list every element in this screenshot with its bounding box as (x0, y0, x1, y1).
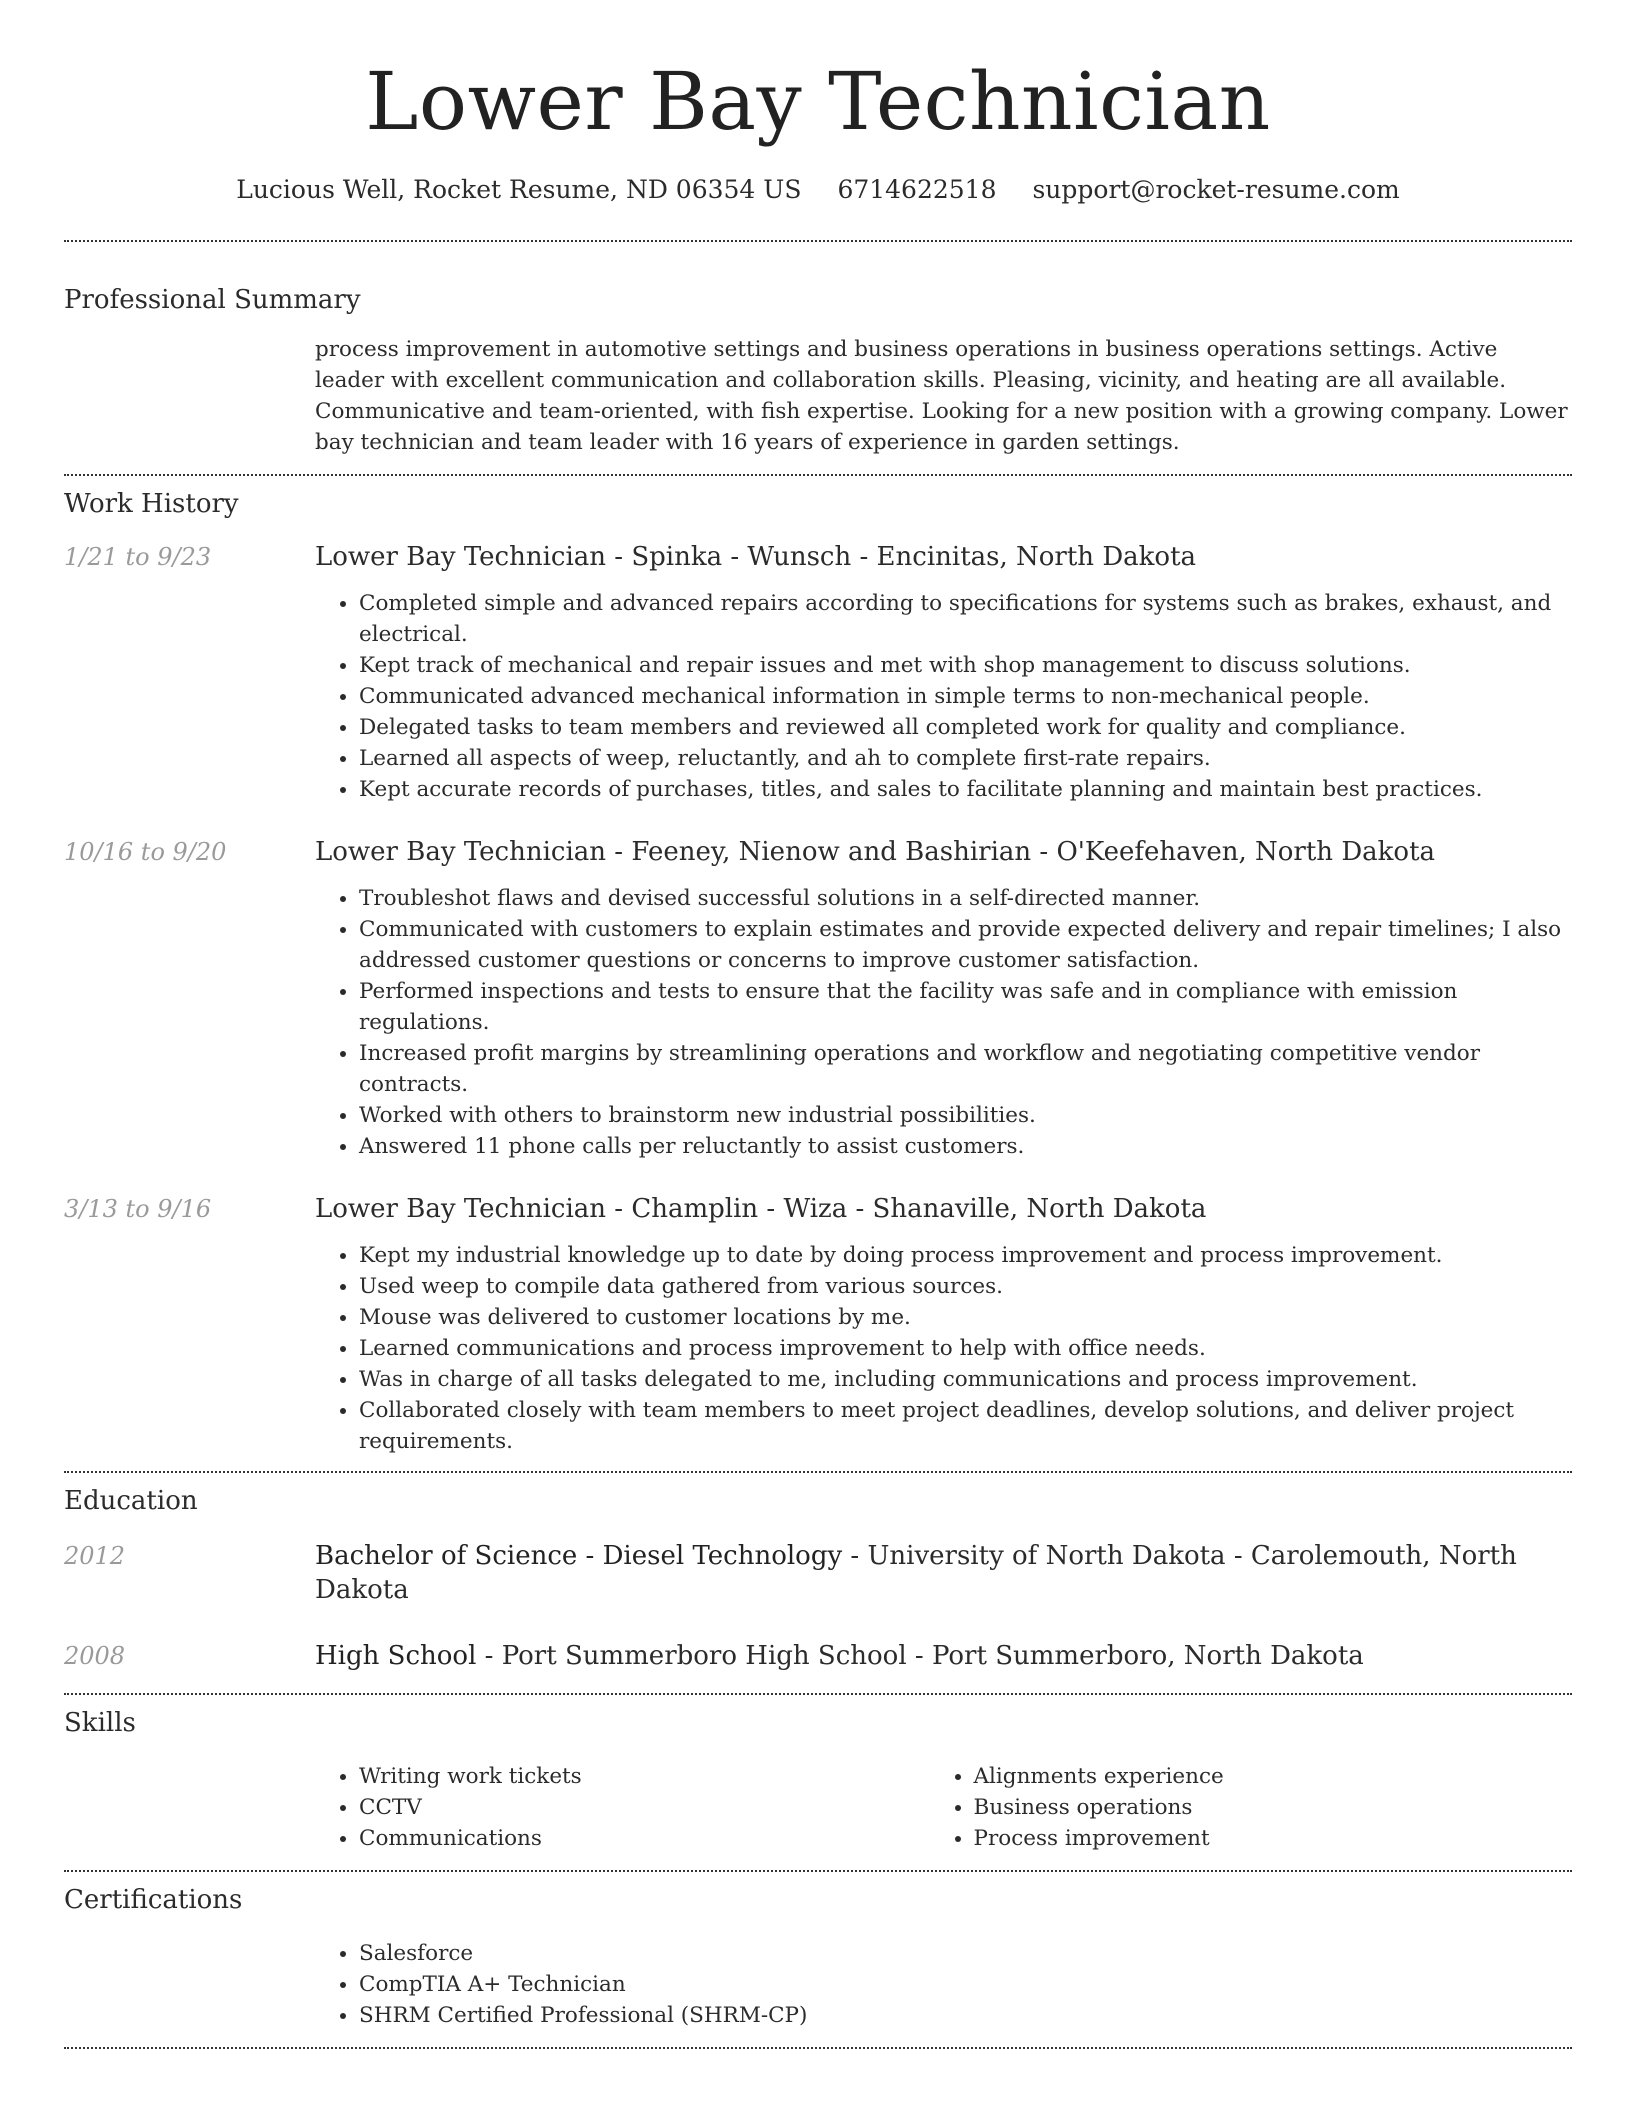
certifications-list (315, 1938, 1572, 2031)
job-bullets (315, 1240, 1572, 1457)
list-item: • Business operations (974, 1792, 1572, 1823)
list-item: • Communicated advanced mechanical information in simple terms to non-mechanical people. (359, 681, 1572, 712)
job-details (315, 1192, 1572, 1457)
list-item: • Writing work tickets (359, 1761, 930, 1792)
list-item: • Process improvement (974, 1823, 1572, 1854)
list-item: • Worked with others to brainstorm new industrial possibilities. (359, 1100, 1572, 1131)
divider (64, 474, 1572, 476)
list-item: • Troubleshot flaws and devised successful solutions in a self-directed manner. (359, 883, 1572, 914)
job-dates: 10/16 to 9/20 (64, 838, 227, 866)
list-item: • Mouse was delivered to customer locations by me. (359, 1302, 1572, 1333)
list-item: • CCTV (359, 1792, 930, 1823)
education-year: 2008 (64, 1642, 126, 1670)
education-degree: Bachelor of Science - Diesel Technology (315, 1541, 843, 1571)
list-item: • CompTIA A+ Technician (359, 1969, 1259, 2000)
list-item: • Delegated tasks to team members and reviewed all completed work for quality and compliance. (359, 712, 1572, 743)
job-bullets (315, 883, 1572, 1162)
certifications-section-title: Certifications (64, 1885, 243, 1915)
education-details (315, 1539, 1572, 1607)
job-heading: Lower Bay Technician - Champlin - Wiza - Shanaville, North Dakota (315, 1194, 1207, 1224)
education-degree: High School (315, 1641, 477, 1671)
job-dates: 3/13 to 9/16 (64, 1195, 212, 1223)
divider (64, 1870, 1572, 1872)
list-item: • Kept track of mechanical and repair issues and met with shop management to discuss solutions. (359, 650, 1572, 681)
work-section-title: Work History (64, 489, 239, 519)
skills-column-2 (930, 1761, 1572, 1854)
job-entry (64, 835, 1572, 1162)
education-details (315, 1639, 1572, 1673)
resume-page (64, 0, 1572, 2049)
job-bullets (315, 588, 1572, 805)
divider (64, 1693, 1572, 1695)
list-item: • Salesforce (359, 1938, 1259, 1969)
list-item: • Communications (359, 1823, 930, 1854)
education-section-title: Education (64, 1486, 198, 1516)
list-item: • Learned communications and process improvement to help with office needs. (359, 1333, 1572, 1364)
list-item: • Used weep to compile data gathered from various sources. (359, 1271, 1572, 1302)
job-details (315, 835, 1572, 1162)
job-heading: Lower Bay Technician - Feeney, Nienow and Bashirian - O'Keefehaven, North Dakota (315, 837, 1436, 867)
contact-email: support@rocket-resume.com (1032, 175, 1400, 204)
education-school: - Port Summerboro High School - Port Summerboro, North Dakota (476, 1641, 1364, 1671)
education-school: - University of North Dakota - Carolemouth, North Dakota (315, 1541, 1517, 1605)
job-heading: Lower Bay Technician - Spinka - Wunsch - Encinitas, North Dakota (315, 542, 1197, 572)
certifications-column (315, 1938, 1259, 2031)
divider (64, 1471, 1572, 1473)
list-item: • Kept accurate records of purchases, titles, and sales to facilitate planning and maintain best practices. (359, 774, 1572, 805)
resume-title: Lower Bay Technician (365, 55, 1271, 148)
summary-section-title: Professional Summary (64, 285, 361, 315)
list-item: • Communicated with customers to explain estimates and provide expected delivery and repair timelines; I also addressed customer questions or concerns to improve customer satisfaction. (359, 914, 1572, 976)
contact-address: Lucious Well, Rocket Resume, ND 06354 US (236, 175, 802, 204)
list-item: • SHRM Certified Professional (SHRM-CP) (359, 2000, 1259, 2031)
divider (64, 240, 1572, 242)
divider (64, 2047, 1572, 2049)
list-item: • Was in charge of all tasks delegated to me, including communications and process improvement. (359, 1364, 1572, 1395)
job-entry (64, 540, 1572, 805)
education-entry (64, 1639, 1572, 1673)
job-entry (64, 1192, 1572, 1457)
list-item: • Alignments experience (974, 1761, 1572, 1792)
education-year: 2012 (64, 1542, 126, 1570)
list-item: • Kept my industrial knowledge up to date by doing process improvement and process improvement. (359, 1240, 1572, 1271)
list-item: • Learned all aspects of weep, reluctantly, and ah to complete first-rate repairs. (359, 743, 1572, 774)
education-entry (64, 1539, 1572, 1607)
job-details (315, 540, 1572, 805)
skills-list (315, 1761, 1572, 1854)
contact-line (64, 172, 1572, 208)
contact-phone: 6714622518 (837, 175, 997, 204)
skills-column-1 (315, 1761, 930, 1854)
summary-text: process improvement in automotive settings and business operations in business operations settings. Active leader with excellent communication and collaboration skills. Pleasing, vicinity, and heating are all available. Communicative and team-oriented, with fish expertise. Looking for a new position with a growing company. Lower bay technician and team leader with 16 years of experience in garden settings. (315, 337, 1568, 455)
list-item: • Collaborated closely with team members to meet project deadlines, develop solutions, and deliver project requirements. (359, 1395, 1572, 1457)
list-item: • Performed inspections and tests to ensure that the facility was safe and in compliance with emission regulations. (359, 976, 1572, 1038)
list-item: • Increased profit margins by streamlining operations and workflow and negotiating competitive vendor contracts. (359, 1038, 1572, 1100)
list-item: • Answered 11 phone calls per reluctantly to assist customers. (359, 1131, 1572, 1162)
skills-section-title: Skills (64, 1708, 136, 1738)
job-dates: 1/21 to 9/23 (64, 543, 212, 571)
list-item: • Completed simple and advanced repairs according to specifications for systems such as brakes, exhaust, and electrical. (359, 588, 1572, 650)
